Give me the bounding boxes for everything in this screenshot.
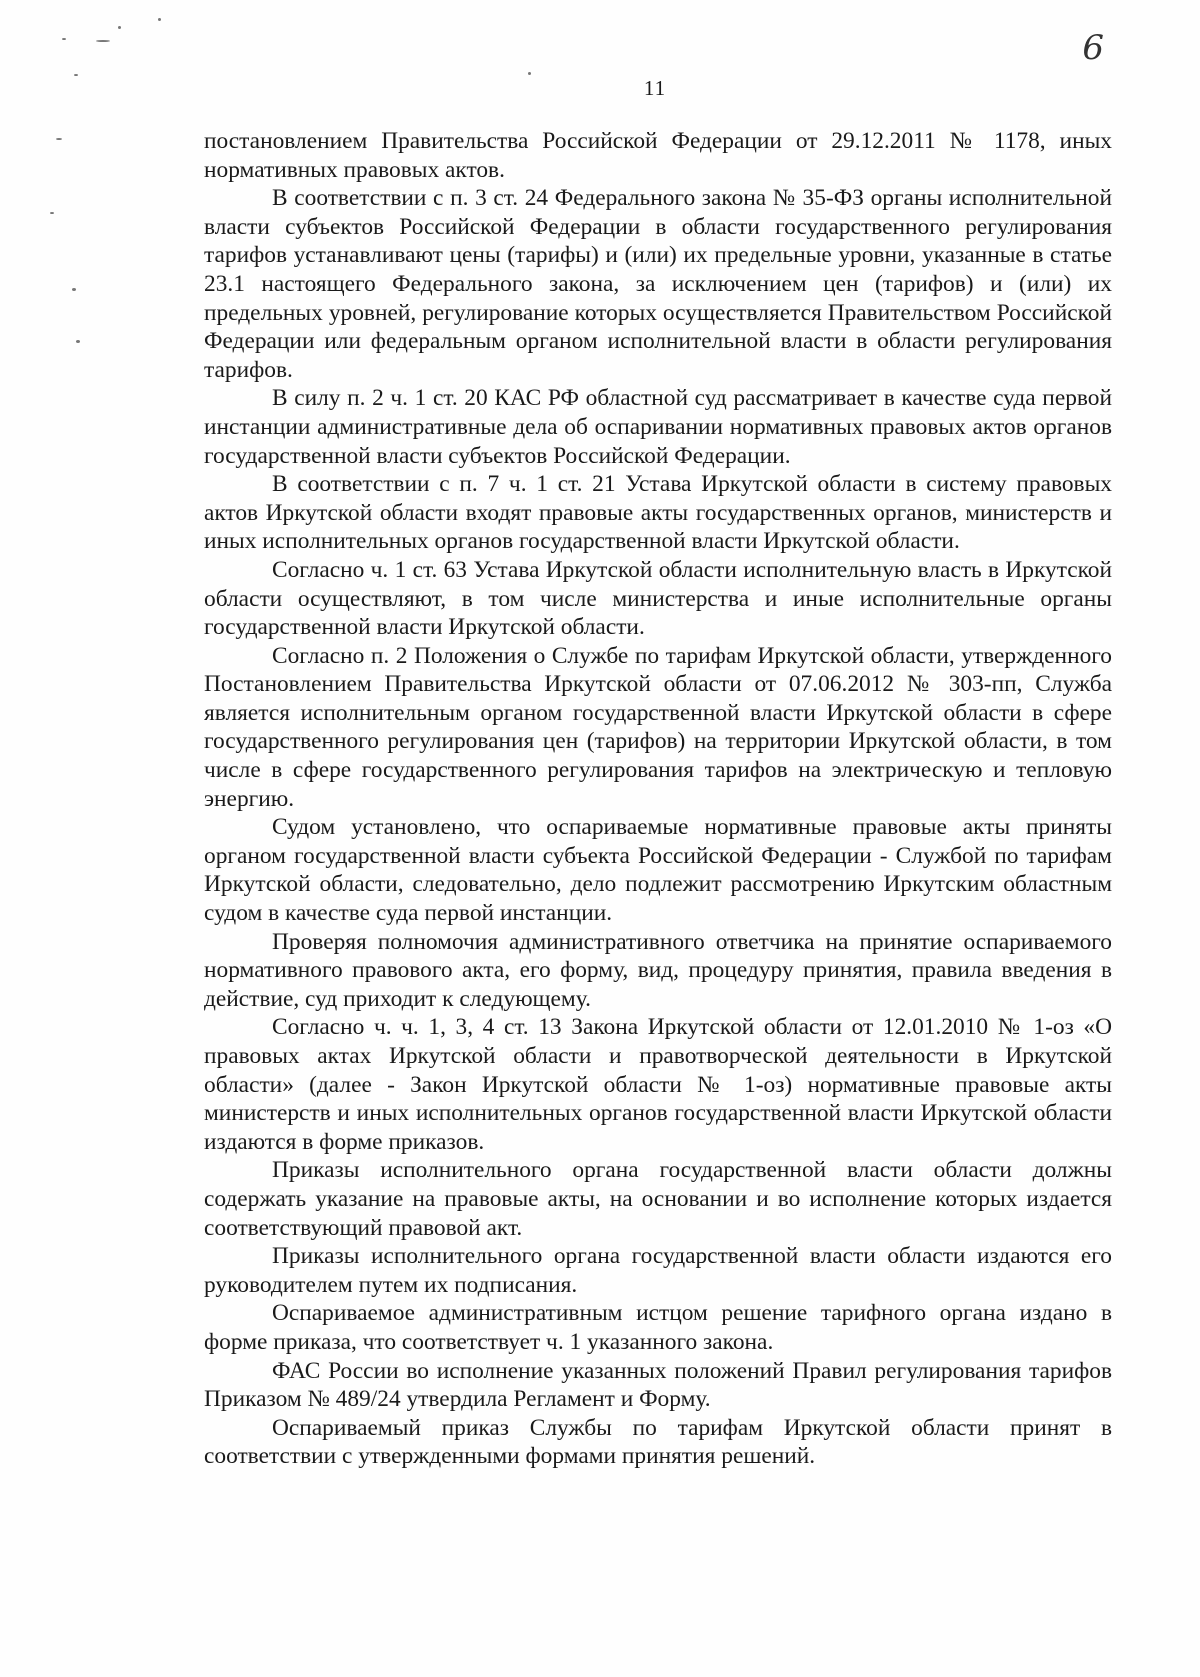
paragraph: В соответствии с п. 3 ст. 24 Федерального закона № 35-ФЗ органы исполнительной власти субъектов Российской Федерации в области государственного регулирования тарифов устанавливают цены (тарифы) и (или) их предельные уровни, указанные в статье 23.1 настоящего Федерального закона, за исключением цен (тарифов) и (или) их предельных уровней, регулирование которых осуществляется Правительством Российской Федерации или федеральным органом исполнительной власти в области регулирования тарифов. — [204, 185, 1112, 383]
scan-artifact — [118, 26, 121, 29]
scan-artifact — [158, 18, 161, 21]
scan-artifact — [76, 340, 80, 343]
paragraph: Приказы исполнительного органа государственной власти области должны содержать указание на правовые акты, на основании и во исполнение которых издается соответствующий правовой акт. — [204, 1157, 1112, 1241]
paragraph: постановлением Правительства Российской Федерации от 29.12.2011 № 1178, иных нормативных правовых актов. — [204, 128, 1112, 183]
paragraph: Судом установлено, что оспариваемые нормативные правовые акты приняты органом государственной власти субъекта Российской Федерации - Службой по тарифам Иркутской области, следовательно, дело подлежит рассмотрению Иркутским областным судом в качестве суда первой инстанции. — [204, 814, 1112, 927]
paragraph: Оспариваемый приказ Службы по тарифам Иркутской области принят в соответствии с утвержденными формами принятия решений. — [204, 1414, 1112, 1470]
paragraph: Проверяя полномочия административного ответчика на принятие оспариваемого нормативного правового акта, его форму, вид, процедуру принятия, правила введения в действие, суд приходит к следующему. — [204, 928, 1112, 1012]
document-body — [204, 127, 1112, 1471]
scan-artifact — [96, 40, 110, 42]
scan-artifact — [72, 288, 76, 291]
handwritten-sheet-number: 6 — [1082, 28, 1104, 68]
paragraph: Согласно п. 2 Положения о Службе по тарифам Иркутской области, утвержденного Постановлением Правительства Иркутской области от 07.06.2012 № 303-пп, Служба является исполнительным органом государственной власти Иркутской области в сфере государственного регулирования цен (тарифов) на территории Иркутской области, в том числе в сфере государственного регулирования тарифов на электрическую и тепловую энергию. — [204, 642, 1112, 812]
page-number: 11 — [643, 76, 667, 100]
scan-artifact — [62, 38, 66, 40]
paragraph: В силу п. 2 ч. 1 ст. 20 КАС РФ областной суд рассматривает в качестве суда первой инстанции административные дела об оспаривании нормативных правовых актов органов государственной власти субъектов Российской Федерации. — [204, 385, 1112, 469]
paragraph: Согласно ч. ч. 1, 3, 4 ст. 13 Закона Иркутской области от 12.01.2010 № 1-оз «О правовых актах Иркутской области и правотворческой деятельности в Иркутской области» (далее - Закон Иркутской области № 1-оз) нормативные правовые акты министерств и иных исполнительных органов государственной власти Иркутской области издаются в форме приказов. — [204, 1014, 1112, 1155]
scan-artifact — [50, 212, 54, 214]
paragraph: Приказы исполнительного органа государственной власти области издаются его руководителем путем их подписания. — [204, 1243, 1112, 1298]
paragraph: Оспариваемое административным истцом решение тарифного органа издано в форме приказа, что соответствует ч. 1 указанного закона. — [204, 1300, 1112, 1355]
scan-artifact — [74, 74, 78, 76]
scan-artifact — [56, 138, 62, 140]
paragraph: Согласно ч. 1 ст. 63 Устава Иркутской области исполнительную власть в Иркутской области осуществляют, в том числе министерства и иные исполнительные органы государственной власти Иркутской области. — [204, 556, 1112, 641]
paragraph: ФАС России во исполнение указанных положений Правил регулирования тарифов Приказом № 489/24 утвердила Регламент и Форму. — [204, 1357, 1112, 1413]
scan-artifact — [528, 72, 531, 75]
paragraph: В соответствии с п. 7 ч. 1 ст. 21 Устава Иркутской области в систему правовых актов Иркутской области входят правовые акты государственных органов, министерств и иных исполнительных органов государственной власти Иркутской области. — [204, 471, 1112, 555]
